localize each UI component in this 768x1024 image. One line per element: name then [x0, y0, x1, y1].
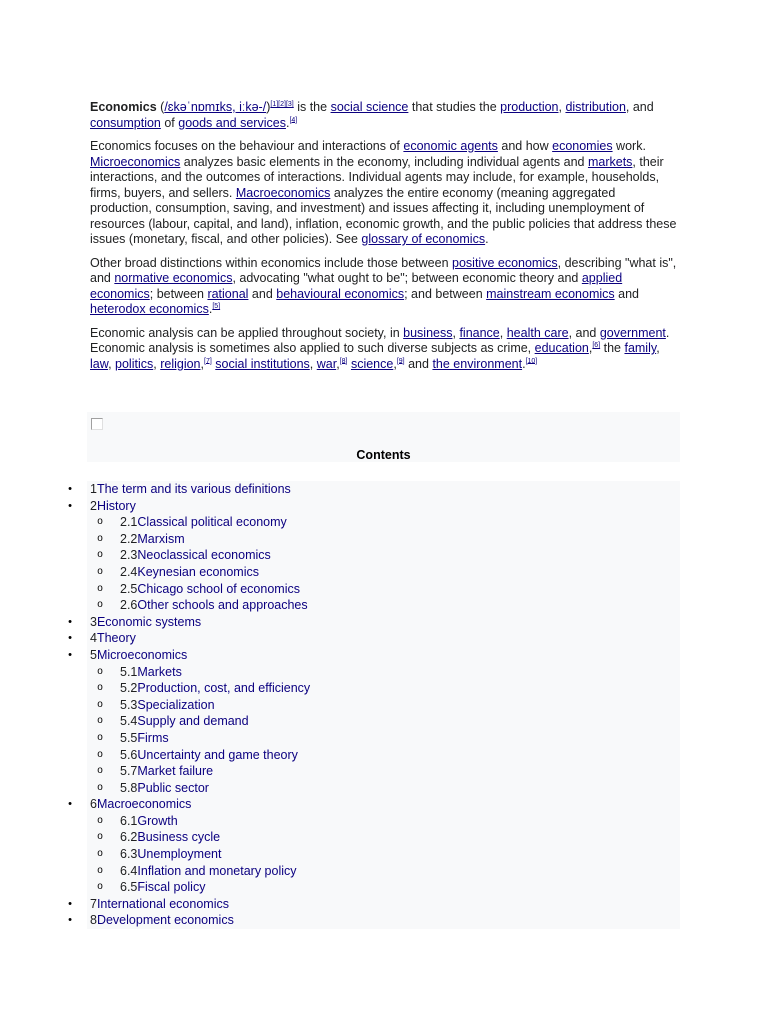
circle-bullet-icon: o	[97, 831, 103, 843]
toc-item-entry[interactable]	[90, 614, 201, 631]
reference-link[interactable]: [9]	[396, 357, 405, 365]
link-religion[interactable]: religion	[160, 356, 201, 371]
toc-item[interactable]	[0, 713, 768, 730]
text: and how	[497, 139, 553, 153]
text: .	[208, 302, 213, 316]
toc-link[interactable]: Uncertainty and game theory	[137, 747, 298, 762]
link-government[interactable]: government	[599, 325, 666, 340]
toc-list	[0, 481, 768, 929]
link-markets[interactable]: markets	[587, 154, 633, 169]
toc-item[interactable]	[0, 481, 768, 498]
intro-paragraph-3	[90, 256, 680, 318]
circle-bullet-icon: o	[97, 715, 103, 727]
text: (	[156, 100, 165, 114]
text: and	[614, 286, 639, 301]
reference-link[interactable]: [1][2][3]	[270, 100, 294, 108]
link-goods-and-services[interactable]: goods and services	[178, 115, 286, 130]
toc-item[interactable]	[0, 730, 768, 747]
toc-item-entry[interactable]	[120, 813, 178, 830]
link-normative-economics[interactable]: normative economics	[114, 271, 233, 285]
toc-item[interactable]	[0, 664, 768, 681]
link-politics[interactable]: politics	[115, 356, 154, 371]
toc-item[interactable]	[0, 547, 768, 564]
text: is the	[293, 100, 331, 114]
circle-bullet-icon: o	[97, 565, 103, 577]
toc-link[interactable]: Classical political economy	[137, 515, 287, 530]
circle-bullet-icon: o	[97, 864, 103, 876]
text: , and	[568, 325, 600, 340]
link-social-institutions[interactable]: social institutions	[215, 356, 310, 371]
text: ; and between	[404, 286, 487, 301]
toc-number: 8	[90, 913, 97, 928]
toc-link[interactable]: Specialization	[137, 697, 215, 712]
toc-number: 2.1	[120, 515, 138, 530]
reference-link[interactable]: [7]	[204, 357, 212, 365]
toc-item-entry[interactable]	[120, 664, 182, 681]
text: , their interactions, and the outcomes of interactions. Individual agents may include, for example, households, firms, buyers, and sellers.	[90, 154, 664, 200]
link-production[interactable]: production	[500, 100, 559, 114]
intro-paragraph-4	[90, 326, 680, 373]
toc-link[interactable]: Unemployment	[137, 847, 222, 862]
circle-bullet-icon: o	[97, 881, 103, 893]
toc-item[interactable]	[0, 697, 768, 714]
toc-item[interactable]	[0, 863, 768, 880]
text: , and	[625, 100, 654, 114]
toc-item-entry[interactable]	[120, 514, 287, 531]
reference-link[interactable]: [6]	[592, 341, 601, 349]
text: work.	[612, 139, 646, 153]
toc-link[interactable]: Marxism	[137, 531, 185, 546]
toc-item[interactable]	[0, 630, 768, 647]
circle-bullet-icon: o	[97, 731, 103, 743]
circle-bullet-icon: o	[97, 599, 103, 611]
toc-number: 3	[90, 614, 97, 629]
toc-item-entry[interactable]	[90, 896, 229, 913]
toc-number: 2.3	[120, 548, 138, 563]
toc-link[interactable]: Theory	[96, 631, 136, 646]
toc-link[interactable]: Macroeconomics	[96, 797, 192, 812]
circle-bullet-icon: o	[97, 532, 103, 544]
toc-item-entry[interactable]	[120, 680, 310, 697]
toc-link[interactable]: Supply and demand	[137, 714, 249, 729]
toc-item-entry[interactable]	[90, 481, 291, 498]
bullet-icon: •	[68, 914, 72, 927]
toc-item[interactable]	[0, 514, 768, 531]
text: and	[248, 286, 277, 301]
circle-bullet-icon: o	[97, 765, 103, 777]
link-heterodox-economics[interactable]: heterodox economics	[90, 302, 209, 316]
toc-number: 6	[90, 797, 97, 812]
intro-paragraph-2	[90, 139, 680, 248]
toc-link[interactable]: Fiscal policy	[137, 880, 206, 895]
text: ,	[452, 325, 460, 340]
circle-bullet-icon: o	[97, 748, 103, 760]
toc-item-entry[interactable]	[120, 564, 259, 581]
toc-link[interactable]: Business cycle	[137, 830, 221, 845]
toc-item-entry[interactable]	[120, 531, 185, 548]
toc-item-entry[interactable]	[120, 763, 213, 780]
toc-item[interactable]	[0, 796, 768, 813]
link-applied-economics[interactable]: applied economics	[90, 271, 623, 301]
toc-item[interactable]	[0, 747, 768, 764]
bullet-icon: •	[68, 632, 72, 645]
text: . Economic analysis is sometimes also applied to such diverse subjects as crime,	[90, 325, 670, 355]
toc-item[interactable]	[0, 680, 768, 697]
toc-toggle-checkbox[interactable]	[91, 418, 103, 430]
link-microeconomics[interactable]: Microeconomics	[90, 154, 181, 169]
toc-link[interactable]: Public sector	[137, 780, 209, 795]
text: that studies the	[408, 100, 501, 114]
text: ,	[153, 356, 161, 371]
toc-item[interactable]	[0, 912, 768, 929]
toc-number: 6.5	[120, 880, 138, 895]
circle-bullet-icon: o	[97, 698, 103, 710]
bullet-icon: •	[68, 483, 72, 495]
toc-item-entry[interactable]	[120, 713, 249, 730]
toc-item-entry[interactable]	[120, 581, 300, 598]
link-economic-agents[interactable]: economic agents	[403, 139, 498, 153]
toc-row-background	[87, 630, 680, 647]
toc-number: 2	[90, 498, 97, 513]
toc-item[interactable]	[0, 780, 768, 797]
circle-bullet-icon: o	[97, 665, 103, 677]
toc-title: Contents	[356, 448, 411, 462]
toc-number: 6.1	[120, 813, 138, 828]
bullet-icon: •	[68, 499, 72, 512]
bullet-icon: •	[68, 798, 72, 811]
toc-item[interactable]	[0, 879, 768, 896]
toc-link[interactable]: Neoclassical economics	[137, 548, 271, 563]
toc-item-entry[interactable]	[120, 747, 298, 764]
text: ,	[588, 341, 593, 355]
toc-item-entry[interactable]	[90, 647, 187, 664]
circle-bullet-icon: o	[97, 549, 103, 561]
toc-item[interactable]	[0, 498, 768, 515]
toc-item[interactable]	[0, 896, 768, 913]
toc-item-entry[interactable]	[90, 630, 136, 647]
link-economies[interactable]: economies	[552, 139, 613, 153]
link-behavioural-economics[interactable]: behavioural economics	[276, 286, 405, 301]
link-positive-economics[interactable]: positive economics	[452, 255, 558, 270]
toc-number: 6.3	[120, 847, 138, 862]
circle-bullet-icon: o	[97, 814, 103, 826]
text: Economic analysis can be applied throughout society, in	[90, 325, 404, 340]
toc-number: 7	[90, 896, 97, 911]
toc-item[interactable]	[0, 564, 768, 581]
text: Other broad distinctions within economics include those between	[90, 255, 453, 270]
text: .	[485, 232, 489, 246]
link-social-science[interactable]: social science	[330, 100, 409, 114]
toc-number: 5.3	[120, 697, 138, 712]
toc-item-entry[interactable]	[120, 863, 297, 880]
toc-link[interactable]: Inflation and monetary policy	[137, 863, 297, 878]
text: the	[600, 341, 625, 355]
toc-number: 5.6	[120, 747, 138, 762]
link-glossary[interactable]: glossary of economics	[361, 232, 486, 246]
toc-item[interactable]	[0, 846, 768, 863]
text: .	[285, 115, 290, 130]
link-family[interactable]: family	[624, 341, 657, 355]
toc-row-background	[87, 498, 680, 515]
toc-link[interactable]: Market failure	[137, 764, 214, 779]
link-mainstream-economics[interactable]: mainstream economics	[486, 286, 615, 301]
toc-item-entry[interactable]	[90, 498, 136, 515]
link-distribution[interactable]: distribution	[565, 100, 626, 114]
text: ,	[656, 341, 660, 355]
toc-item-entry[interactable]	[120, 846, 221, 863]
reference-link[interactable]: [8]	[339, 357, 348, 365]
toc-number: 2.4	[120, 564, 138, 579]
link-the-environment[interactable]: the environment	[432, 356, 523, 371]
toc-link[interactable]: International economics	[96, 896, 229, 911]
toc-number: 5.5	[120, 730, 138, 745]
toc-number: 5.7	[120, 764, 138, 779]
link-consumption[interactable]: consumption	[90, 115, 161, 130]
text: ,	[393, 356, 397, 371]
toc-item-entry[interactable]	[90, 796, 191, 813]
toc-item[interactable]	[0, 763, 768, 780]
text: ,	[336, 356, 340, 371]
circle-bullet-icon: o	[97, 516, 103, 528]
link-law[interactable]: law	[90, 356, 109, 371]
toc-item-entry[interactable]	[120, 780, 209, 797]
toc-item[interactable]	[0, 614, 768, 631]
reference-link[interactable]: [10]	[525, 357, 538, 365]
text: , describing "what is", and	[90, 255, 677, 285]
circle-bullet-icon: o	[97, 682, 103, 694]
text: ,	[309, 356, 317, 371]
text: of	[160, 115, 179, 130]
toc-item[interactable]	[0, 597, 768, 614]
toc-number: 2.5	[120, 581, 138, 596]
bullet-icon: •	[68, 648, 72, 661]
toc-link[interactable]: The term and its various definitions	[96, 482, 291, 496]
toc-item-entry[interactable]	[120, 829, 220, 846]
toc-item[interactable]	[0, 531, 768, 548]
toc-link[interactable]: Chicago school of economics	[137, 581, 300, 596]
pronunciation-link[interactable]: /ɛkəˈnɒmɪks, iːkə-/	[164, 100, 267, 114]
toc-number: 5.2	[120, 681, 138, 696]
toc-link[interactable]: Growth	[137, 813, 178, 828]
toc-number: 6.2	[120, 830, 138, 845]
text: ,	[558, 100, 566, 114]
toc-link[interactable]: History	[96, 498, 136, 513]
toc-number: 6.4	[120, 863, 138, 878]
toc-link[interactable]: Other schools and approaches	[137, 598, 308, 613]
article-term: Economics	[90, 100, 157, 114]
text: ,	[499, 325, 507, 340]
reference-link[interactable]: [4]	[289, 116, 298, 124]
toc-number: 5.1	[120, 664, 138, 679]
toc-item-entry[interactable]	[120, 547, 271, 564]
toc-header	[87, 412, 680, 462]
circle-bullet-icon: o	[97, 582, 103, 594]
text: ,	[200, 356, 204, 371]
toc-item-entry[interactable]	[90, 912, 234, 929]
reference-link[interactable]: [5]	[212, 302, 221, 310]
link-war[interactable]: war	[316, 356, 337, 371]
link-macroeconomics[interactable]: Macroeconomics	[235, 185, 331, 200]
toc-item[interactable]	[0, 647, 768, 664]
circle-bullet-icon: o	[97, 848, 103, 860]
toc-link[interactable]: Microeconomics	[96, 647, 188, 662]
toc-link[interactable]: Keynesian economics	[137, 564, 259, 579]
text: , advocating "what ought to be"; between economic theory and	[232, 271, 582, 285]
text: ,	[108, 356, 116, 371]
toc-number: 4	[90, 631, 97, 646]
link-business[interactable]: business	[403, 325, 453, 340]
toc-item-entry[interactable]	[120, 879, 205, 896]
text: .	[522, 356, 526, 371]
circle-bullet-icon: o	[97, 781, 103, 793]
intro-paragraph-1	[90, 100, 680, 131]
toc-number: 2.6	[120, 598, 138, 613]
toc-number: 5.8	[120, 780, 138, 795]
toc-row-background	[87, 730, 680, 747]
toc-link[interactable]: Economic systems	[96, 614, 202, 629]
text: and	[404, 356, 433, 371]
article-intro	[90, 100, 680, 380]
text: analyzes basic elements in the economy, including individual agents and	[180, 154, 588, 169]
text: ; between	[149, 286, 208, 301]
toc-link[interactable]: Firms	[137, 730, 169, 745]
link-science[interactable]: science	[350, 356, 394, 371]
toc-item[interactable]	[0, 813, 768, 830]
toc-number: 1	[90, 482, 97, 496]
toc-link[interactable]: Production, cost, and efficiency	[137, 681, 311, 696]
toc-number: 2.2	[120, 531, 138, 546]
toc-number: 5	[90, 647, 97, 662]
toc-link[interactable]: Markets	[137, 664, 182, 679]
toc-item-entry[interactable]	[120, 730, 169, 747]
link-rational[interactable]: rational	[207, 286, 249, 301]
text: )	[266, 100, 271, 114]
bullet-icon: •	[68, 897, 72, 910]
text: Economics focuses on the behaviour and interactions of	[90, 139, 404, 153]
link-health-care[interactable]: health care	[506, 325, 569, 340]
toc-item-entry[interactable]	[120, 697, 215, 714]
link-finance[interactable]: finance	[459, 325, 500, 340]
toc-link[interactable]: Development economics	[96, 913, 234, 928]
toc-item[interactable]	[0, 829, 768, 846]
toc-item[interactable]	[0, 581, 768, 598]
toc-item-entry[interactable]	[120, 597, 308, 614]
bullet-icon: •	[68, 615, 72, 628]
text: analyzes the entire economy (meaning aggregated production, consumption, saving, and investment) and issues affecting it, including unemployment of resources (labour, capital, and land), inflation, economic growth, and the public policies that address these issues (monetary, fiscal, and other policies). See	[90, 185, 677, 246]
link-education[interactable]: education	[534, 341, 589, 355]
toc-number: 5.4	[120, 714, 138, 729]
